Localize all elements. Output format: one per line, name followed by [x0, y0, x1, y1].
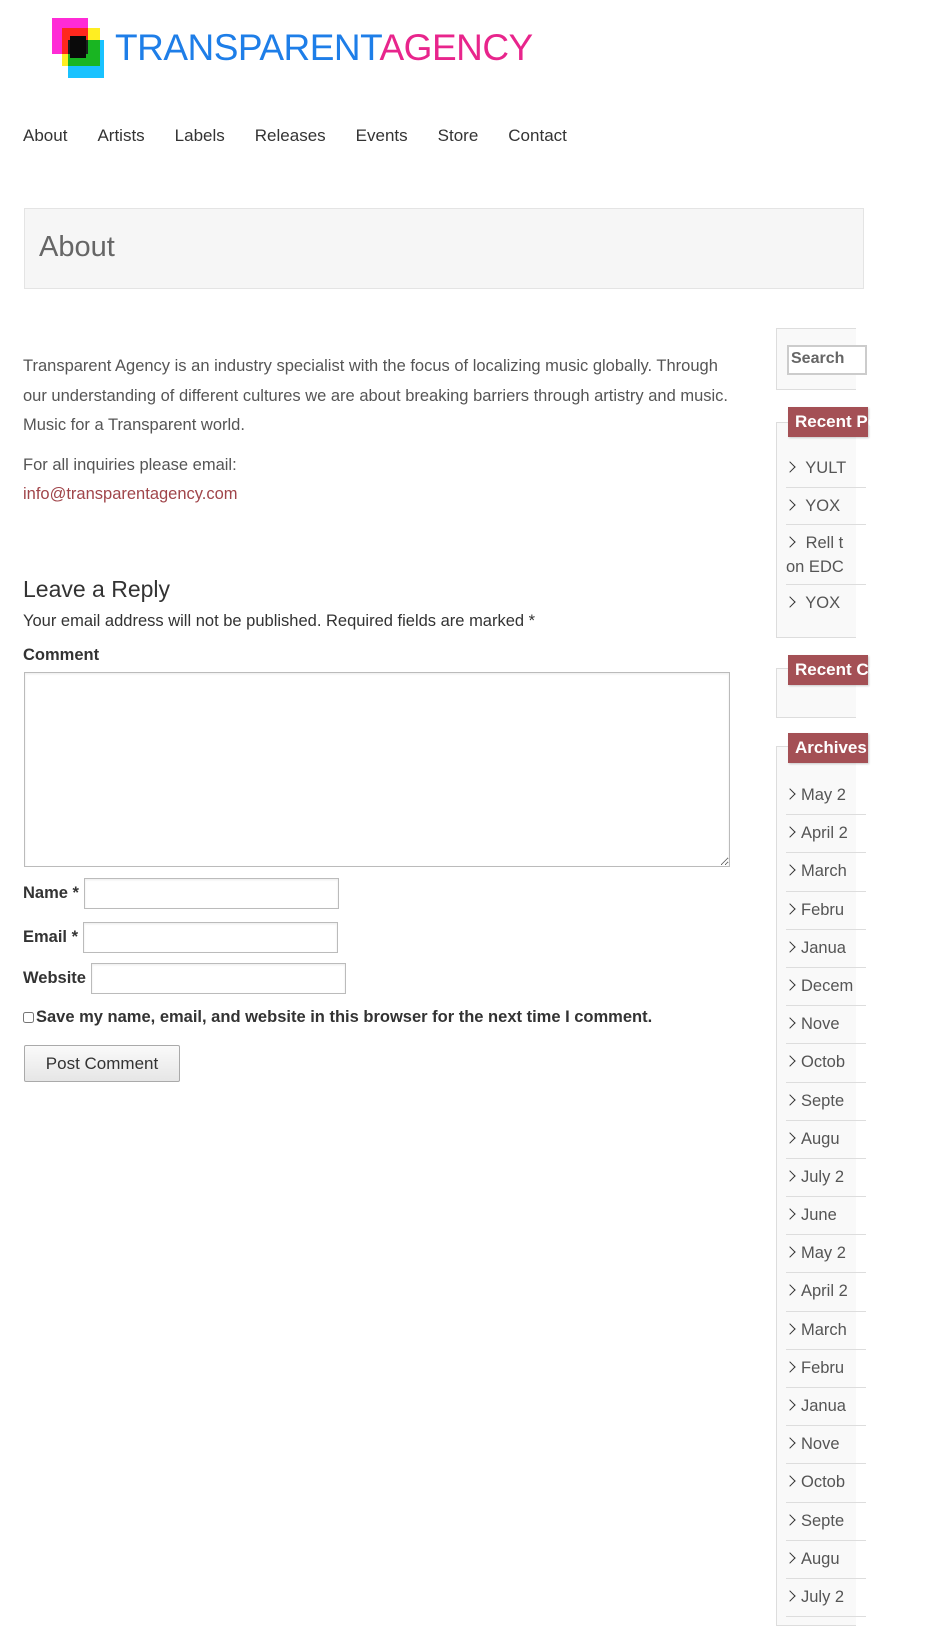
recent-comments-title: Recent Comments — [788, 655, 868, 685]
archive-item-label: Nove — [801, 1015, 840, 1034]
archive-item[interactable] — [786, 1541, 866, 1579]
archive-item-label: Janua — [801, 1397, 846, 1415]
archives-title: Archives — [788, 733, 868, 763]
archive-item[interactable] — [786, 777, 866, 815]
archive-item[interactable] — [786, 1426, 866, 1464]
chevron-right-icon — [784, 1476, 795, 1487]
nav-artists[interactable]: Artists — [97, 126, 145, 145]
archive-item-label: April 2 — [801, 824, 848, 843]
archive-item-label: April 2 — [801, 1282, 848, 1301]
main-nav — [23, 124, 597, 148]
archive-item-label: Octob — [801, 1473, 846, 1492]
archives-widget — [776, 738, 867, 1626]
archive-item[interactable] — [786, 1083, 866, 1121]
nav-events[interactable]: Events — [355, 126, 408, 145]
archives-list — [786, 777, 866, 1617]
chevron-right-icon — [784, 827, 795, 838]
chevron-right-icon — [784, 1438, 795, 1449]
recent-post-item[interactable]: YOX — [786, 488, 866, 525]
chevron-right-icon — [784, 903, 795, 914]
logo-mark-icon — [52, 18, 106, 80]
name-label: Name * — [23, 884, 79, 902]
chevron-right-icon — [784, 979, 795, 990]
chevron-right-icon — [784, 1094, 795, 1105]
archive-item-label: June — [801, 1206, 837, 1225]
archive-item[interactable] — [786, 1312, 866, 1350]
chevron-right-icon — [784, 536, 795, 547]
archive-item-label: March — [801, 862, 847, 881]
archive-item-label: Febru — [801, 900, 845, 919]
chevron-right-icon — [784, 1285, 795, 1296]
archive-item[interactable] — [786, 1121, 866, 1159]
chevron-right-icon — [784, 1552, 795, 1563]
archive-item[interactable] — [786, 968, 866, 1006]
recent-comments-widget — [776, 660, 944, 718]
archive-item[interactable] — [786, 853, 866, 891]
contact-email-link[interactable]: info@transparentagency.com — [23, 485, 238, 503]
archive-item[interactable] — [786, 930, 866, 968]
chevron-right-icon — [784, 865, 795, 876]
archive-item-label: July 2 — [801, 1167, 845, 1186]
archive-item[interactable] — [786, 1044, 866, 1082]
site-logo[interactable] — [52, 18, 572, 80]
recent-posts-title: Recent Posts — [788, 407, 868, 437]
chevron-right-icon — [784, 1017, 795, 1028]
recent-post-item[interactable]: Rell t on EDC — [786, 525, 866, 585]
nav-about[interactable]: About — [23, 126, 68, 145]
reply-heading: Leave a Reply — [23, 576, 171, 602]
archive-item-label: Augu — [801, 1549, 840, 1568]
intro-paragraph: Transparent Agency is an industry specialist with the focus of localizing music globally. Through our understanding of different cultures we are about breaking barriers through artistry and music. Music for a Transparent world. — [23, 357, 728, 434]
nav-releases[interactable]: Releases — [254, 126, 326, 145]
logo-text-transparent: TRANSPARENT — [115, 27, 380, 68]
logo-text-agency: AGENCY — [379, 27, 533, 68]
chevron-right-icon — [784, 1323, 795, 1334]
archive-item[interactable] — [786, 892, 866, 930]
chevron-right-icon — [784, 1132, 795, 1143]
archive-item-label: Janua — [801, 938, 846, 957]
chevron-right-icon — [784, 1590, 795, 1601]
archive-item[interactable] — [786, 1197, 866, 1235]
archive-item[interactable] — [786, 1388, 866, 1426]
chevron-right-icon — [784, 941, 795, 952]
name-field-row — [23, 878, 339, 909]
chevron-right-icon — [784, 1170, 795, 1181]
chevron-right-icon — [784, 461, 795, 472]
chevron-right-icon — [784, 1247, 795, 1258]
archive-item-label: Octob — [801, 1053, 846, 1072]
archive-item-label: Septe — [801, 1511, 845, 1530]
website-input[interactable] — [91, 963, 346, 994]
archive-item[interactable] — [786, 1579, 866, 1617]
archive-item-label: July 2 — [801, 1587, 845, 1606]
archive-item-label: May 2 — [801, 1244, 846, 1263]
website-field-row — [23, 963, 346, 994]
post-comment-button[interactable]: Post Comment — [24, 1045, 180, 1082]
comment-label: Comment — [23, 646, 100, 664]
required-note: Your email address will not be published. Required fields are marked * — [23, 612, 536, 630]
archive-item[interactable] — [786, 815, 866, 853]
consent-checkbox[interactable] — [23, 1012, 34, 1023]
email-label: Email * — [23, 928, 79, 946]
chevron-right-icon — [784, 788, 795, 799]
recent-post-item[interactable]: YULT — [786, 451, 866, 488]
email-field-row — [23, 922, 338, 953]
archive-item[interactable] — [786, 1235, 866, 1273]
consent-label: Save my name, email, and website in this browser for the next time I comment. — [36, 1008, 653, 1026]
inquiries-text: For all inquiries please email: — [23, 455, 237, 474]
nav-contact[interactable]: Contact — [508, 126, 567, 145]
website-label: Website — [23, 969, 86, 987]
chevron-right-icon — [784, 1514, 795, 1525]
archive-item[interactable] — [786, 1503, 866, 1541]
search-widget — [776, 328, 856, 390]
page-title-bar — [24, 208, 864, 289]
archive-item-label: Decem — [801, 976, 854, 995]
page-content — [23, 352, 733, 510]
recent-posts-widget — [776, 412, 903, 638]
page-title: About — [39, 231, 115, 263]
archive-item-label: March — [801, 1320, 847, 1339]
archive-item-label: Nove — [801, 1435, 840, 1454]
chevron-right-icon — [784, 1361, 795, 1372]
archive-item[interactable] — [786, 1273, 866, 1311]
name-input[interactable] — [84, 878, 339, 909]
comment-textarea[interactable] — [24, 672, 730, 867]
chevron-right-icon — [784, 1056, 795, 1067]
archive-item[interactable] — [786, 1350, 866, 1388]
nav-store[interactable]: Store — [437, 126, 479, 145]
chevron-right-icon — [784, 1399, 795, 1410]
chevron-right-icon — [784, 1208, 795, 1219]
email-input[interactable] — [83, 922, 338, 953]
chevron-right-icon — [784, 499, 795, 510]
recent-post-item[interactable]: YOX — [786, 585, 866, 621]
archive-item[interactable] — [786, 1006, 866, 1044]
logo-wordmark — [115, 26, 533, 70]
archive-item[interactable] — [786, 1159, 866, 1197]
nav-labels[interactable]: Labels — [174, 126, 225, 145]
archive-item-label: Augu — [801, 1129, 840, 1148]
chevron-right-icon — [784, 596, 795, 607]
archive-item-label: May 2 — [801, 786, 846, 804]
archive-item[interactable] — [786, 1464, 866, 1502]
archive-item-label: Septe — [801, 1091, 845, 1110]
consent-row — [23, 1008, 652, 1027]
reply-form — [23, 574, 733, 1073]
archive-item-label: Febru — [801, 1358, 845, 1377]
search-input[interactable]: Search — [787, 345, 867, 375]
recent-posts-list — [786, 451, 866, 621]
